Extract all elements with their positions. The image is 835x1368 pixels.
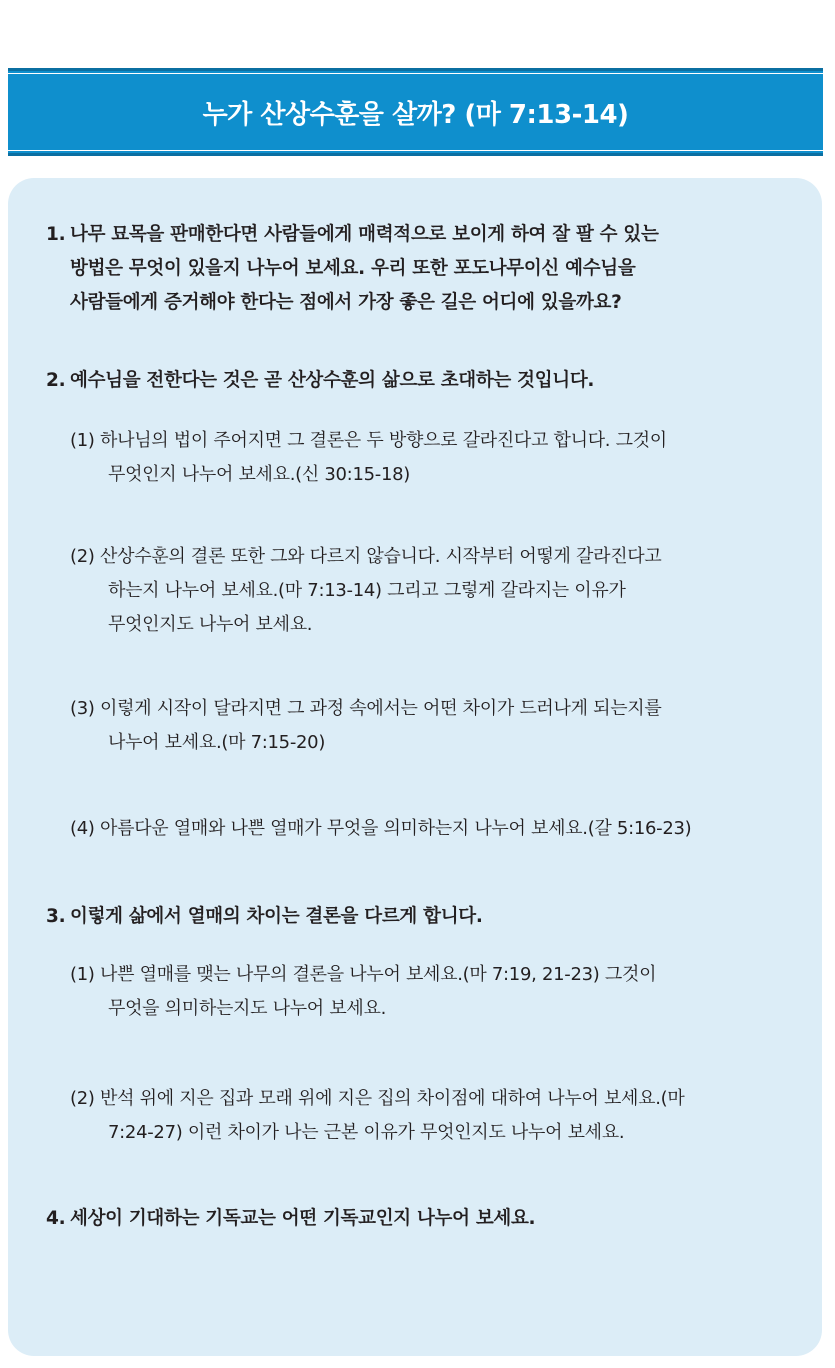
sub-text-line: 무엇인지 나누어 보세요.(신 30:15-18) <box>108 464 410 485</box>
question-4 <box>46 1202 786 1236</box>
sub-question-2-2 <box>70 540 790 642</box>
question-text-line: 나무 묘목을 판매한다면 사람들에게 매력적으로 보이게 하여 잘 팔 수 있는 <box>70 224 659 245</box>
question-text: 이렇게 삶에서 열매의 차이는 결론을 다르게 합니다. <box>70 906 483 927</box>
sub-number: (4) <box>70 818 95 839</box>
sub-number: (3) <box>70 698 95 719</box>
questions-panel <box>8 178 822 1356</box>
sub-number: (2) <box>70 546 95 567</box>
page-title: 누가 산상수훈을 살까? (마 7:13-14) <box>202 99 629 130</box>
question-text-line: 사람들에게 증거해야 한다는 점에서 가장 좋은 길은 어디에 있을까요? <box>70 292 622 313</box>
sub-question-3-1 <box>70 958 790 1026</box>
sub-text-line: 나누어 보세요.(마 7:15-20) <box>108 732 326 753</box>
sub-text-line: 무엇을 의미하는지도 나누어 보세요. <box>108 998 387 1019</box>
sub-question-2-3 <box>70 692 790 760</box>
sub-text-line: 하나님의 법이 주어지면 그 결론은 두 방향으로 갈라진다고 합니다. 그것이 <box>100 430 667 451</box>
sub-question-2-1 <box>70 424 790 492</box>
sub-number: (1) <box>70 430 95 451</box>
question-2 <box>46 364 786 398</box>
question-3 <box>46 900 786 934</box>
sub-text-line: 아름다운 열매와 나쁜 열매가 무엇을 의미하는지 나누어 보세요.(갈 5:16-23) <box>100 818 692 839</box>
question-1 <box>46 218 786 320</box>
title-banner <box>8 68 823 156</box>
sub-text-line: 7:24-27) 이런 차이가 나는 근본 이유가 무엇인지도 나누어 보세요. <box>108 1122 625 1143</box>
question-number: 3. <box>46 906 66 927</box>
sub-number: (2) <box>70 1088 95 1109</box>
question-number: 1. <box>46 224 66 245</box>
sub-question-2-4 <box>70 812 790 846</box>
sub-question-3-2 <box>70 1082 790 1150</box>
sub-text-line: 나쁜 열매를 맺는 나무의 결론을 나누어 보세요.(마 7:19, 21-23) 그것이 <box>100 964 657 985</box>
sub-number: (1) <box>70 964 95 985</box>
question-number: 4. <box>46 1208 66 1229</box>
question-text: 세상이 기대하는 기독교는 어떤 기독교인지 나누어 보세요. <box>70 1208 536 1229</box>
question-number: 2. <box>46 370 66 391</box>
sub-text-line: 산상수훈의 결론 또한 그와 다르지 않습니다. 시작부터 어떻게 갈라진다고 <box>100 546 662 567</box>
question-text-line: 방법은 무엇이 있을지 나누어 보세요. 우리 또한 포도나무이신 예수님을 <box>70 258 636 279</box>
sub-text-line: 하는지 나누어 보세요.(마 7:13-14) 그리고 그렇게 갈라지는 이유가 <box>108 580 626 601</box>
question-text: 예수님을 전한다는 것은 곧 산상수훈의 삶으로 초대하는 것입니다. <box>70 370 595 391</box>
sub-text-line: 이렇게 시작이 달라지면 그 과정 속에서는 어떤 차이가 드러나게 되는지를 <box>100 698 662 719</box>
sub-text-line: 무엇인지도 나누어 보세요. <box>108 614 313 635</box>
sub-text-line: 반석 위에 지은 집과 모래 위에 지은 집의 차이점에 대하여 나누어 보세요.(마 <box>100 1088 685 1109</box>
